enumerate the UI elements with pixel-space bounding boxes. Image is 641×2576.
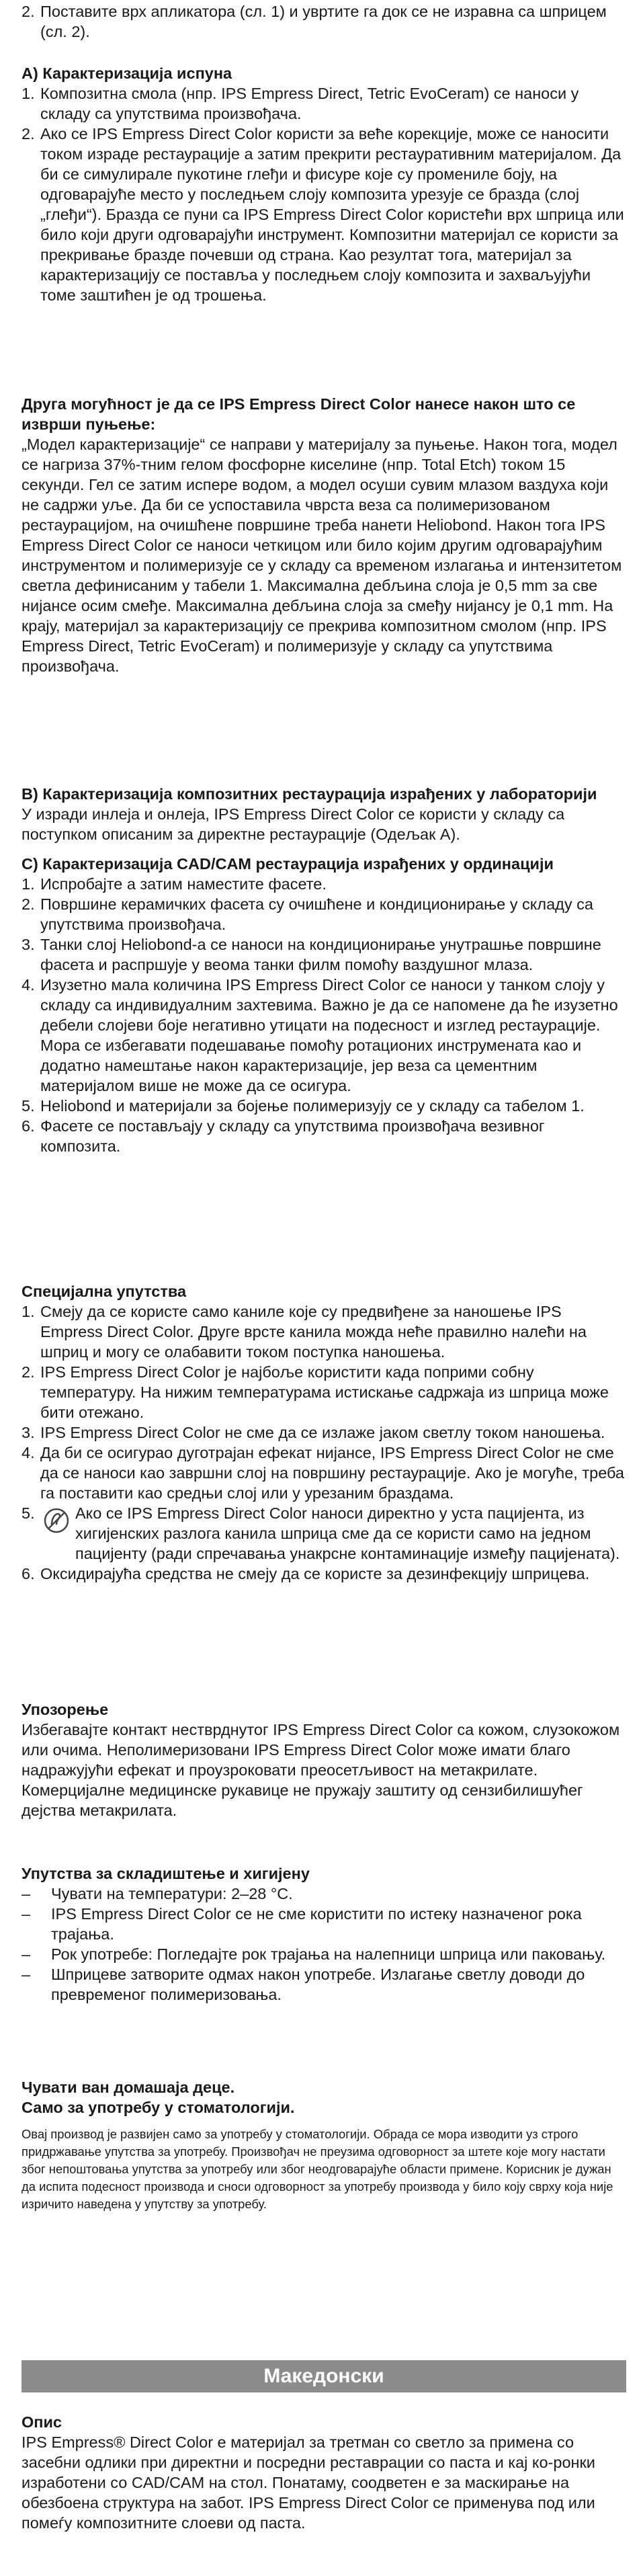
list-number: 2. [22,1363,35,1381]
list-item [22,1884,626,1904]
list-text: IPS Empress Direct Color се не сме користити по истеку назначеног рока трајања. [51,1905,582,1943]
notices [22,2077,626,2118]
disclaimer-text: Овај производ је развијен само за употребу у стоматологији. Обрада се мора изводити уз строго придржавање упутства за употребу. Произвођач не преузима одговорност за штете које могу настати због непоштовања упутства за употребу или због неодговарајуће области примене. Корисник је дужан да испита подесност производа и сноси одговорност за употребу производа у било коју сврху која није изричито наведена у упутству за употребу. [22,2127,613,2211]
list-number: 4. [22,976,35,994]
section-a [22,63,626,305]
list-text: Површине керамичких фасета су очишћене и кондиционирање у складу са упутствима произвођача. [40,895,593,933]
list-number: 4. [22,1444,35,1461]
list-text: Испробајте а затим наместите фасете. [40,875,327,893]
section-c-list [22,874,626,1156]
section-b-text: У изради инлеја и онлеја, IPS Empress Direct Color се користи у складу са поступком описаним за директне рестаурације (Одељак A). [22,805,565,843]
storage-list [22,1884,626,2005]
list-item [22,1096,626,1116]
intro-item [22,1,626,42]
special-list [22,1301,626,1584]
section-a-heading: A) Карактеризација испуна [22,65,232,82]
list-text: Танки слој Heliobond-а се наноси на кондиционирање унутрашње површине фасета и распршује у веома танки филм помоћу ваздушног млаза. [40,936,601,973]
list-dash: – [22,1966,31,1983]
list-item [22,1301,626,1362]
list-text: Чувати на температури: 2–28 °C. [51,1885,293,1902]
single-use-icon [40,1504,73,1537]
list-text: Композитна смола (нпр. IPS Empress Direct, Tetric EvoCeram) се наноси у складу са упутствима произвођача. [40,85,579,122]
list-item [22,1,626,42]
list-number: 5. [22,1097,35,1115]
list-item [22,975,626,1096]
alt-method [22,394,626,676]
list-item [22,1443,626,1503]
alt-method-heading: Друга могућност је да се IPS Empress Direct Color нанесе након што се изврши пуњење: [22,395,576,433]
warning-text: Избегавајте контакт нестврднутог IPS Empress Direct Color са кожом, слузокожом или очима. Неполимеризовани IPS Empress Direct Color може имати благо надражујући ефекат и проузроковати преосетљивост на метакрилате. Комерцијалне медицинске рукавице не пружају заштиту од сензибилишућег дејства метакрилата. [22,1721,620,1819]
list-number: 6. [22,1117,35,1135]
list-item [22,1564,626,1584]
list-text: Фасете се постављају у складу са упутствима произвођача везивног композита. [40,1117,545,1155]
list-number: 3. [22,936,35,953]
list-dash: – [22,1945,31,1963]
list-item [22,1964,626,2005]
list-item [22,894,626,934]
list-item [22,124,626,305]
list-text: Да би се осигурао дуготрајан ефекат нијансе, IPS Empress Direct Color не сме да се наноси као завршни слој на површину рестаурације. Ако је могуће, треба га поставити као средњи слој или у урезаним браздама. [40,1444,624,1502]
warning-section [22,1699,626,1820]
list-number: 6. [22,1565,35,1582]
list-number: 1. [22,85,35,102]
section-a-list [22,83,626,305]
list-text: Ако се IPS Empress Direct Color наноси директно у уста пацијента, из хигијенских разлога канила шприца сме да се користи само на једном пацијенту (ради спречавања унакрсне контаминације између пацијената). [75,1504,620,1562]
list-item [22,1116,626,1156]
storage-heading: Упутства за складиштење и хигијену [22,1865,310,1882]
list-item [22,1944,626,1964]
disclaimer [22,2126,626,2213]
storage-section [22,1863,626,2005]
list-text: Heliobond и материјали за бојење полимеризују се у складу са табелом 1. [40,1097,585,1115]
special-heading: Специјална упутства [22,1283,187,1300]
list-item [22,1422,626,1443]
list-item [22,934,626,975]
alt-method-text: „Модел карактеризације“ се направи у материјалу за пуњење. Након тога, модел се нагриза 37%-тним гелом фосфорне киселине (нпр. Total Etch) током 15 секунди. Гел се затим испере водом, а модел осуши сувим млазом ваздуха који не садржи уље. Да би се успоставила чврста веза са полимеризованом рестаурацијом, на очишћене површине треба нанети Heliobond. Након тога IPS Empress Direct Color се наноси четкицом или било којим другим одговарајућим инструментом и полимеризује се у складу са временом излагања и интензитетом светла дефинисаним у табели 1. Максимална дебљина слоја је 0,5 mm за све нијансе осим смеђе. Максимална дебљина слоја за смеђу нијансу је 0,1 mm. На крају, материјал за карактеризацију се прекрива композитном смолом (нпр. IPS Empress Direct, Tetric EvoCeram) и полимеризује у складу са упутствима произвођача. [22,436,622,675]
description-heading: Опис [22,2413,62,2431]
section-b-heading: B) Карактеризација композитних рестаурација израђених у лабораторији [22,785,597,803]
list-dash: – [22,1885,31,1902]
language-bar: Македонски [22,2360,626,2392]
list-number: 2. [22,895,35,913]
list-item [22,1362,626,1422]
list-number: 3. [22,1424,35,1441]
list-text: Поставите врх апликатора (сл. 1) и увртите га док се не изравна са шприцем (сл. 2). [40,3,607,40]
special-instructions [22,1281,626,1584]
list-number: 1. [22,875,35,893]
section-c [22,854,626,1156]
list-item [22,83,626,124]
description-text: IPS Empress® Direct Color е материјал за третман со светло за примена со засебни одлики при директни и посредни реставрации со паста и кај ко-ронки изработени со CAD/CAM на стол. Понатаму, соодветен е за маскирање на обезбоена структура на забот. IPS Empress Direct Color се применува под или помеѓу композитните слоеви од паста. [22,2433,595,2532]
list-number: 5. [22,1504,35,1522]
list-text: IPS Empress Direct Color је најбоље користити када поприми собну температуру. На нижим температурама истискање садржаја из шприца може бити отежано. [40,1363,609,1421]
warning-heading: Упозорење [22,1701,109,1718]
list-text: Оксидирајућа средства не смеју да се користе за дезинфекцију шприцева. [40,1565,590,1582]
list-text: Рок употребе: Погледајте рок трајања на налепници шприца или паковању. [51,1945,606,1963]
list-number: 2. [22,3,35,20]
list-number: 2. [22,125,35,143]
notice-dental-use: Само за употребу у стоматологији. [22,2099,295,2116]
list-text: Смеју да се користе само канилe које су предвиђене за наношење IPS Empress Direct Color. Друге врсте канила можда неће правилно налећи на шприц и могу се олабавити током поступка наношења. [40,1303,587,1361]
section-b [22,784,626,844]
description-section [22,2412,626,2533]
section-c-heading: C) Карактеризација CAD/CAM рестаурација израђених у ординацији [22,855,554,873]
list-item [22,874,626,894]
list-text: Изузетно мала количина IPS Empress Direct Color се наноси у танком слоју у складу са индивидуалним захтевима. Важно је да се напомене да ће изузетно дебели слојеви боје негативно утицати на подесност и изглед рестаурације. Мора се избегавати подешавање помоћу ротационих инструмената као и додатно намештање након карактеризације, јер веза са цементним материјалом више не може да се осигура. [40,976,618,1094]
list-dash: – [22,1905,31,1923]
list-text: IPS Empress Direct Color не сме да се излаже јаком светлу током наношења. [40,1424,605,1441]
list-number: 1. [22,1303,35,1320]
list-text: Ако се IPS Empress Direct Color користи за веће корекције, може се наносити током израде рестаурације а затим прекрити рестауративним материјалом. Да би се симулирале пукотине глеђи и фисуре које су промениле боју, на одговарајуће место у последњем слоју композита урезује се бразда (слој „глеђи“). Бразда се пуни са IPS Empress Direct Color користећи врх шприца или било који други одговарајући инструмент. Композитни материјал се користи за прекривање бразде почевши од страна. Као резултат тога, материјал за карактеризацију се поставља у последњем слоју композита и захваљујући томе заштићен је од трошења. [40,125,624,304]
notice-children: Чувати ван домашаја деце. [22,2079,235,2096]
list-item [22,1904,626,1944]
list-text: Шприцеве затворите одмах након употребе. Излагање светлу доводи до превременог полимеризовања. [51,1966,585,2003]
list-item [22,1503,626,1564]
